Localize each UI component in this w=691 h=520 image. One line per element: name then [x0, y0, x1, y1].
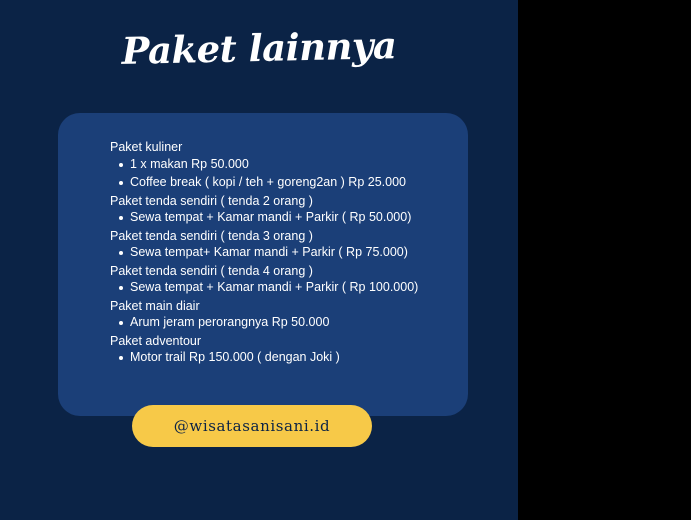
package-group-items [110, 158, 460, 189]
package-list [110, 141, 460, 370]
package-group-heading: Paket kuliner [110, 140, 183, 154]
list-item: Sewa tempat + Kamar mandi + Parkir ( Rp 100.000) [130, 281, 460, 294]
package-group-heading: Paket tenda sendiri ( tenda 2 orang ) [110, 193, 313, 208]
list-item: 1 x makan Rp 50.000 [130, 158, 460, 171]
package-group-heading: Paket tenda sendiri ( tenda 4 orang ) [110, 263, 313, 278]
package-group-heading: Paket main diair [110, 298, 200, 313]
package-group-heading: Paket adventour [110, 333, 202, 348]
package-group-items [110, 246, 460, 259]
package-group-items [110, 211, 460, 224]
list-item: Coffee break ( kopi / teh + goreng2an ) Rp 25.000 [130, 176, 460, 189]
social-handle-button[interactable]: @wisatasanisani.id [132, 405, 372, 447]
list-item: Motor trail Rp 150.000 ( dengan Joki ) [130, 351, 460, 364]
package-group-items [110, 281, 460, 294]
package-group-heading: Paket tenda sendiri ( tenda 3 orang ) [110, 228, 313, 243]
list-item: Sewa tempat+ Kamar mandi + Parkir ( Rp 75.000) [130, 246, 460, 259]
package-group-items [110, 316, 460, 329]
list-item: Sewa tempat + Kamar mandi + Parkir ( Rp 50.000) [130, 211, 460, 224]
page-title: Paket lainnya [121, 23, 397, 73]
list-item: Arum jeram perorangnya Rp 50.000 [130, 316, 460, 329]
package-group-items [110, 351, 460, 364]
content-card [58, 113, 468, 416]
